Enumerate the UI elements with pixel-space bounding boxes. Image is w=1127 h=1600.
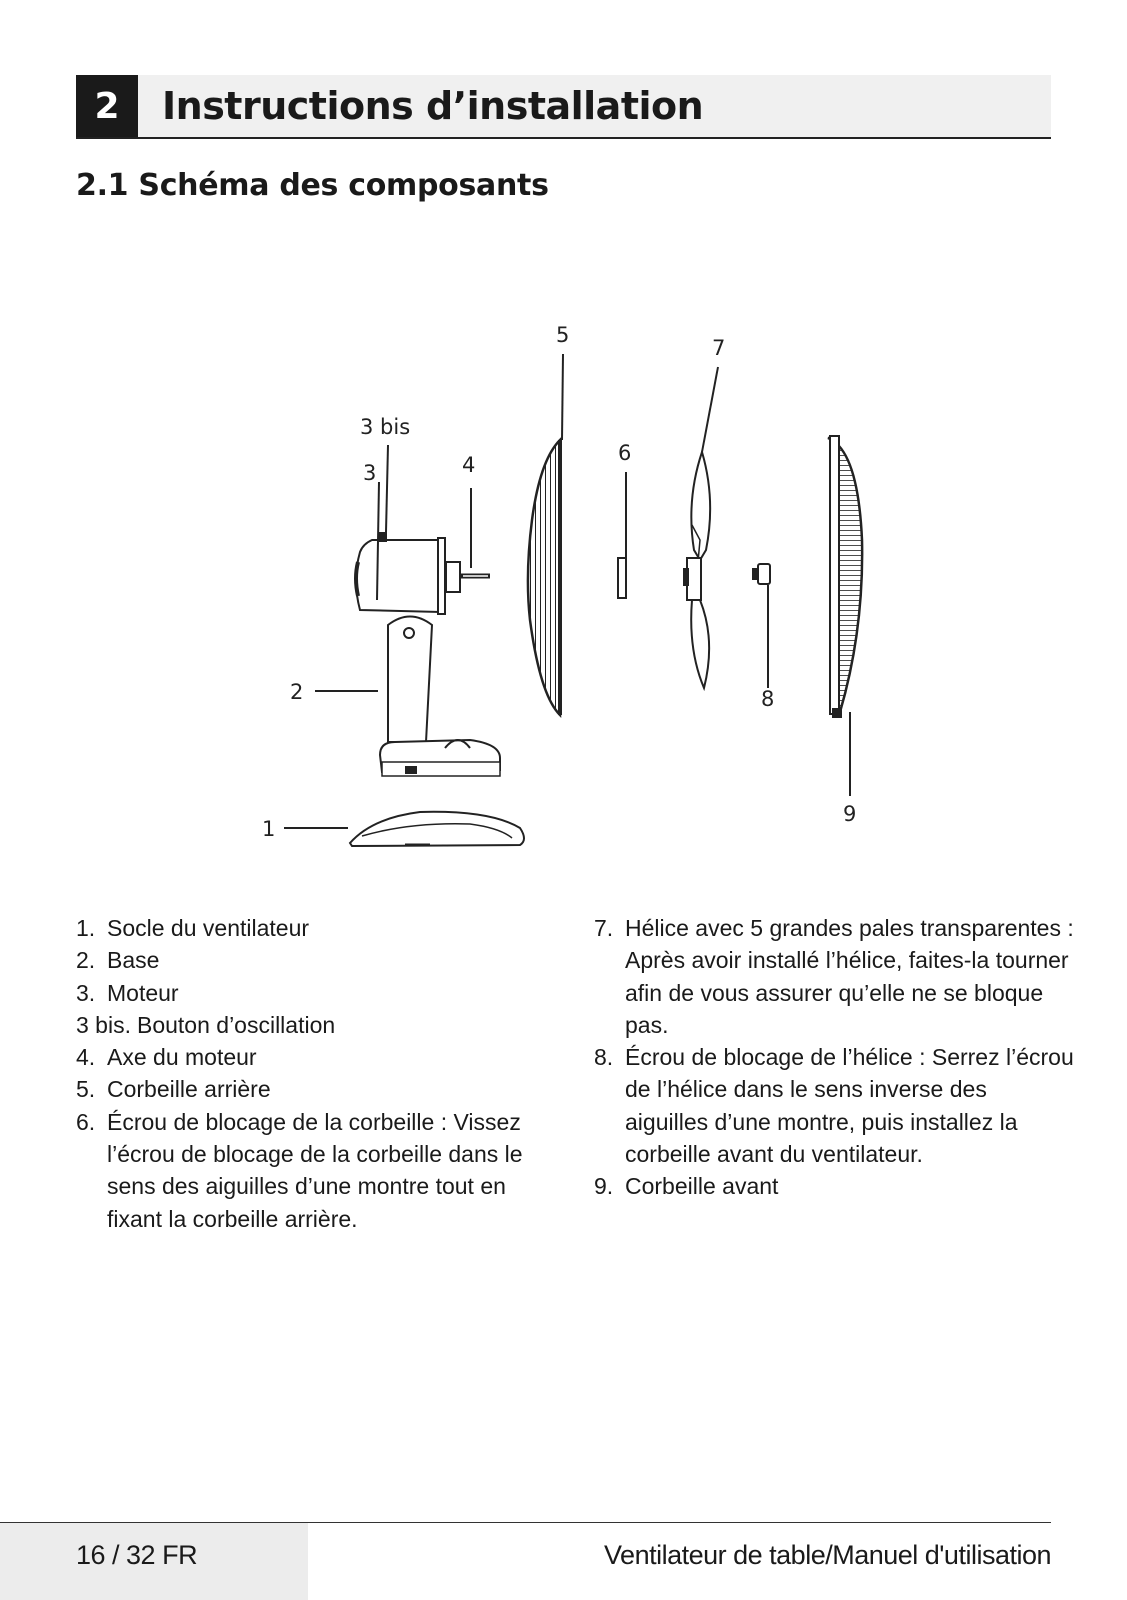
fan-motor-part [356,532,460,614]
footer-divider [0,1522,1051,1523]
callout-label: 8 [761,687,775,711]
blade-lock-nut-part [752,564,770,584]
page-number: 16 / 32 FR [76,1540,198,1570]
chapter-header [76,75,1051,139]
callout-label: 6 [618,441,632,465]
list-item: 1. Socle du ventilateur [76,915,310,941]
grille-lock-nut-part [618,558,626,598]
rear-grille-part [528,440,560,715]
list-item: 2. Base [76,947,160,974]
list-item: 3 bis. Bouton d’oscillation [76,1011,336,1038]
chapter-number: 2 [76,75,138,137]
list-item: 3. Moteur [76,979,179,1006]
list-item: 6. Écrou de blocage de la corbeille : Vissez l’écrou de blocage de la corbeille dans le sens des aiguilles d’une montre tout en fixant la corbeille arrière. [76,1108,523,1232]
callout-label: 1 [262,817,276,841]
components-list-left [76,912,546,1235]
section-title: 2.1 Schéma des composants [76,168,549,203]
callout-label: 3 [363,461,377,485]
callout-label: 3 bis [360,415,411,439]
callout-label: 9 [843,802,857,826]
fan-blade-part [683,452,710,688]
exploded-fan-diagram [0,300,1127,890]
list-item: 8. Écrou de blocage de l’hélice : Serrez l’écrou de l’hélice dans le sens inverse des aiguilles d’une montre, puis installez la corbeille avant du ventilateur. [594,1044,1074,1168]
callout-label: 5 [556,323,570,347]
front-grille-part [828,436,862,718]
callout-label: 2 [290,680,304,704]
document-title: Ventilateur de table/Manuel d'utilisation [604,1540,1051,1570]
callout-label: 7 [712,336,726,360]
fan-stand-part [380,617,500,777]
components-list-right [594,912,1074,1203]
chapter-title: Instructions d’installation [162,84,704,128]
list-item: 7. Hélice avec 5 grandes pales transparentes : Après avoir installé l’hélice, faites-la tourner afin de vous assurer qu’elle ne se bloque pas. [594,915,1074,1038]
list-item: 9. Corbeille avant [594,1173,779,1200]
callout-label: 4 [462,453,476,477]
list-item: 4. Axe du moteur [76,1044,257,1071]
list-item: 5. Corbeille arrière [76,1076,271,1103]
fan-base-part [350,812,524,846]
